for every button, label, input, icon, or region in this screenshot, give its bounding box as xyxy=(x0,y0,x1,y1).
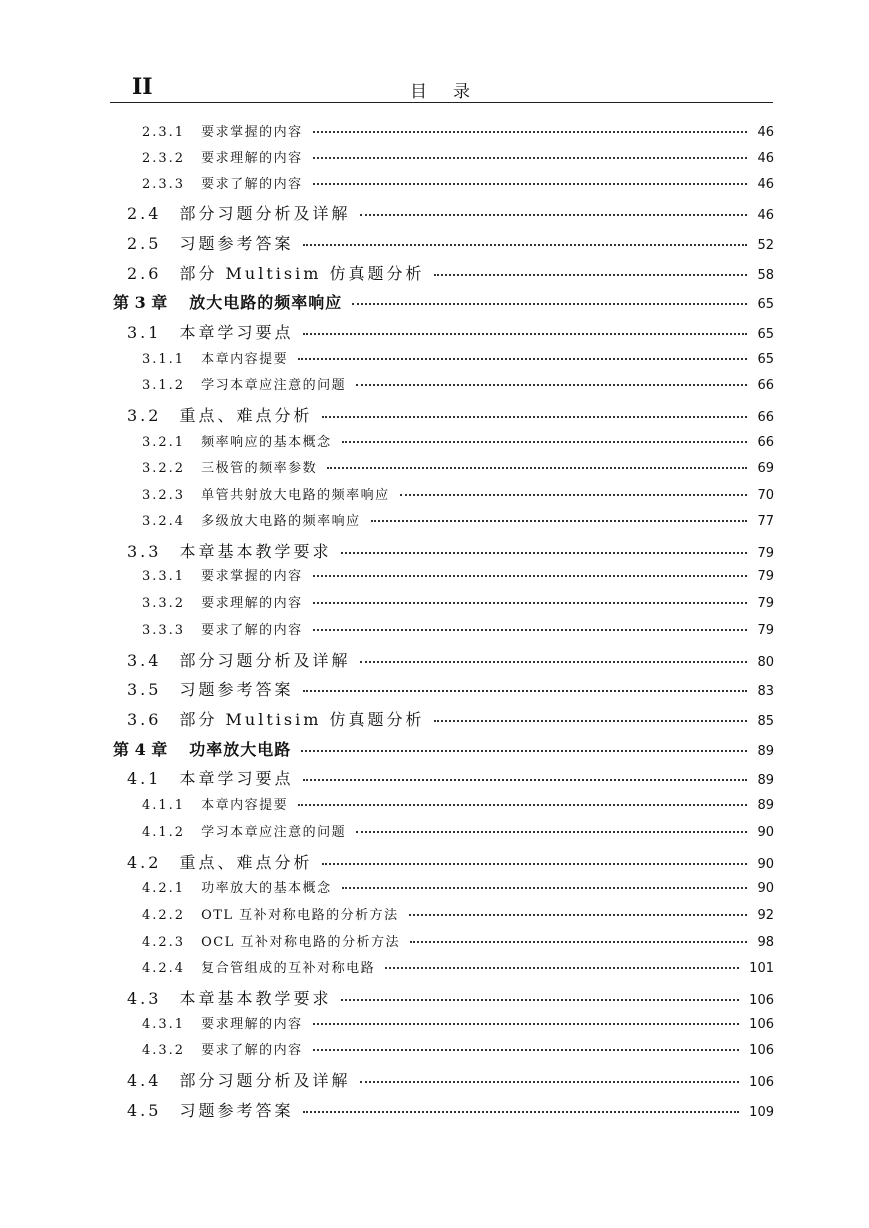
toc-entry-title: 本章学习要点 xyxy=(179,323,294,342)
toc-entry-page: 79 xyxy=(757,623,774,638)
toc-entry[interactable] xyxy=(142,353,774,366)
toc-entry[interactable] xyxy=(127,236,774,252)
dot-leader xyxy=(322,863,747,865)
toc-entry[interactable] xyxy=(142,152,774,165)
toc-entry-number: 4.1 xyxy=(127,769,162,788)
dot-leader xyxy=(301,750,747,752)
toc-entry-page: 70 xyxy=(757,488,774,503)
toc-entry[interactable] xyxy=(142,379,774,392)
page-number: II xyxy=(132,74,153,100)
toc-entry-page: 90 xyxy=(757,825,774,840)
dot-leader xyxy=(342,887,748,889)
toc-entry-title: 功率放大的基本概念 xyxy=(201,881,332,896)
toc-entry-page: 66 xyxy=(757,435,774,450)
toc-entry[interactable] xyxy=(127,682,774,698)
toc-entry-page: 80 xyxy=(757,655,774,670)
toc-entry-title: 本章学习要点 xyxy=(179,769,294,788)
toc-entry-number: 3.2.3 xyxy=(142,488,186,503)
toc-entry-title: 三极管的频率参数 xyxy=(201,461,318,476)
toc-entry-title: 重点、难点分析 xyxy=(179,406,313,425)
dot-leader xyxy=(360,661,747,663)
toc-entry-number: 4.4 xyxy=(127,1071,162,1090)
toc-entry-number: 3.4 xyxy=(127,651,162,670)
toc-entry-title: 多级放大电路的频率响应 xyxy=(201,514,361,529)
dot-leader xyxy=(313,157,748,159)
toc-entry-number: 3.6 xyxy=(127,710,162,729)
toc-entry-title: 频率响应的基本概念 xyxy=(201,435,332,450)
toc-entry[interactable] xyxy=(127,712,774,728)
toc-entry-page: 46 xyxy=(757,177,774,192)
toc-entry-title: OTL 互补对称电路的分析方法 xyxy=(201,908,399,923)
toc-entry-page: 90 xyxy=(757,881,774,896)
toc-entry[interactable] xyxy=(142,178,774,191)
dot-leader xyxy=(313,602,748,604)
dot-leader xyxy=(342,441,748,443)
toc-entry-number: 3.2.1 xyxy=(142,435,186,450)
toc-entry-number: 2.4 xyxy=(127,204,162,223)
dot-leader xyxy=(313,183,748,185)
toc-entry-title: 部分习题分析及详解 xyxy=(179,1071,351,1090)
toc-entry-page: 98 xyxy=(757,935,774,950)
toc-entry-number: 4.3 xyxy=(127,989,162,1008)
toc-entry-number: 3.3.2 xyxy=(142,596,186,611)
toc-entry-title: 部分习题分析及详解 xyxy=(179,651,351,670)
toc-entry-title: 本章基本教学要求 xyxy=(179,989,332,1008)
toc-entry-number: 4.2.2 xyxy=(142,908,186,923)
toc-entry-number: 4.2 xyxy=(127,853,162,872)
toc-entry-page: 90 xyxy=(757,857,774,872)
toc-entry-number: 3.2 xyxy=(127,406,162,425)
toc-entry-page: 79 xyxy=(757,596,774,611)
toc-entry-number: 3.3.1 xyxy=(142,569,186,584)
dot-leader xyxy=(303,244,747,246)
toc-entry[interactable] xyxy=(142,882,774,895)
toc-entry-page: 79 xyxy=(757,546,774,561)
dot-leader xyxy=(356,831,747,833)
toc-entry-number: 2.6 xyxy=(127,264,162,283)
toc-entry[interactable] xyxy=(142,1018,774,1031)
dot-leader xyxy=(303,779,747,781)
dot-leader xyxy=(371,520,748,522)
dot-leader xyxy=(313,629,748,631)
toc-entry-page: 65 xyxy=(757,327,774,342)
toc-entry-title: 复合管组成的互补对称电路 xyxy=(201,961,376,976)
toc-entry-title: 要求理解的内容 xyxy=(201,596,303,611)
toc-entry-page: 109 xyxy=(749,1105,774,1120)
toc-entry-page: 46 xyxy=(757,208,774,223)
dot-leader xyxy=(352,303,747,305)
toc-entry[interactable] xyxy=(142,462,774,475)
dot-leader xyxy=(356,384,747,386)
toc-entry[interactable] xyxy=(127,991,774,1007)
toc-entry-page: 79 xyxy=(757,569,774,584)
toc-entry-page: 46 xyxy=(757,151,774,166)
toc-entry-page: 101 xyxy=(749,961,774,976)
toc-entry-number: 第 3 章 xyxy=(113,293,168,312)
header-title: 目录 xyxy=(410,82,496,102)
toc-entry-page: 89 xyxy=(757,773,774,788)
dot-leader xyxy=(313,131,748,133)
toc-entry-page: 106 xyxy=(749,1075,774,1090)
toc-entry-number: 2.5 xyxy=(127,234,162,253)
toc-entry-page: 89 xyxy=(757,744,774,759)
toc-entry-title: 习题参考答案 xyxy=(179,234,294,253)
toc-entry-title: 功率放大电路 xyxy=(189,740,292,759)
toc-entry[interactable] xyxy=(142,1044,774,1057)
toc-entry-page: 69 xyxy=(757,461,774,476)
toc-entry[interactable] xyxy=(142,515,774,528)
dot-leader xyxy=(313,1023,740,1025)
toc-entry-title: 要求掌握的内容 xyxy=(201,569,303,584)
toc-entry[interactable] xyxy=(142,962,774,975)
toc-entry-number: 4.2.1 xyxy=(142,881,186,896)
toc-entry[interactable] xyxy=(127,771,774,787)
toc-entry-title: 部分 Multisim 仿真题分析 xyxy=(179,710,425,729)
toc-entry-number: 3.2.2 xyxy=(142,461,186,476)
toc-entry-title: 放大电路的频率响应 xyxy=(189,293,343,312)
toc-entry-page: 65 xyxy=(757,297,774,312)
dot-leader xyxy=(360,1081,739,1083)
toc-entry[interactable] xyxy=(142,909,774,922)
toc-entry[interactable] xyxy=(142,489,774,502)
toc-entry-title: 要求了解的内容 xyxy=(201,623,303,638)
toc-entry-number: 3.1.1 xyxy=(142,352,186,367)
dot-leader xyxy=(298,804,747,806)
toc-entry[interactable] xyxy=(127,206,774,222)
toc-entry-page: 89 xyxy=(757,798,774,813)
toc-entry-number: 第 4 章 xyxy=(113,740,168,759)
toc-entry[interactable] xyxy=(127,325,774,341)
dot-leader xyxy=(313,1049,740,1051)
dot-leader xyxy=(303,690,747,692)
toc-entry[interactable] xyxy=(127,653,774,669)
toc-entry-page: 66 xyxy=(757,378,774,393)
toc-entry-page: 46 xyxy=(757,125,774,140)
toc-entry-title: 要求了解的内容 xyxy=(201,177,303,192)
dot-leader xyxy=(313,575,748,577)
toc-entry[interactable] xyxy=(127,266,774,282)
toc-entry[interactable] xyxy=(142,597,774,610)
toc-entry-page: 92 xyxy=(757,908,774,923)
dot-leader xyxy=(341,999,739,1001)
toc-entry-page: 83 xyxy=(757,684,774,699)
dot-leader xyxy=(410,941,748,943)
toc-entry-title: 要求理解的内容 xyxy=(201,151,303,166)
toc-entry-title: 部分 Multisim 仿真题分析 xyxy=(179,264,425,283)
dot-leader xyxy=(360,214,747,216)
toc-entry-title: OCL 互补对称电路的分析方法 xyxy=(201,935,400,950)
toc-entry-number: 4.2.4 xyxy=(142,961,186,976)
toc-entry-page: 77 xyxy=(757,514,774,529)
toc-entry-number: 3.2.4 xyxy=(142,514,186,529)
toc-entry-page: 106 xyxy=(749,1043,774,1058)
toc-entry[interactable] xyxy=(142,826,774,839)
toc-entry[interactable] xyxy=(127,408,774,424)
toc-entry[interactable] xyxy=(142,570,774,583)
toc-entry-number: 4.3.1 xyxy=(142,1017,186,1032)
dot-leader xyxy=(409,914,748,916)
toc-entry-title: 习题参考答案 xyxy=(179,1101,294,1120)
toc-entry-number: 3.1.2 xyxy=(142,378,186,393)
toc-entry-title: 学习本章应注意的问题 xyxy=(201,825,347,840)
toc-entry-page: 58 xyxy=(757,268,774,283)
toc-entry-title: 本章基本教学要求 xyxy=(179,542,332,561)
toc-entry[interactable] xyxy=(142,624,774,637)
toc-entry[interactable] xyxy=(127,1103,774,1119)
toc-entry-number: 3.3 xyxy=(127,542,162,561)
toc-entry-title: 本章内容提要 xyxy=(201,352,289,367)
toc-entry-number: 4.1.2 xyxy=(142,825,186,840)
toc-entry-title: 部分习题分析及详解 xyxy=(179,204,351,223)
dot-leader xyxy=(327,467,747,469)
dot-leader xyxy=(400,494,748,496)
toc-entry[interactable] xyxy=(142,936,774,949)
toc-entry[interactable] xyxy=(127,855,774,871)
toc-entry[interactable] xyxy=(142,436,774,449)
toc-entry[interactable] xyxy=(127,544,774,560)
toc-entry-number: 4.1.1 xyxy=(142,798,186,813)
toc-entry-title: 习题参考答案 xyxy=(179,680,294,699)
dot-leader xyxy=(434,274,747,276)
dot-leader xyxy=(434,720,747,722)
toc-entry[interactable] xyxy=(142,126,774,139)
dot-leader xyxy=(303,333,747,335)
toc-entry[interactable] xyxy=(113,742,774,758)
toc-entry-page: 85 xyxy=(757,714,774,729)
toc-entry[interactable] xyxy=(127,1073,774,1089)
toc-entry-number: 4.5 xyxy=(127,1101,162,1120)
toc-entry-number: 2.3.3 xyxy=(142,177,186,192)
toc-entry-title: 要求理解的内容 xyxy=(201,1017,303,1032)
toc-entry[interactable] xyxy=(142,799,774,812)
toc-entry-number: 2.3.2 xyxy=(142,151,186,166)
toc-entry-title: 单管共射放大电路的频率响应 xyxy=(201,488,390,503)
toc-entry-title: 重点、难点分析 xyxy=(179,853,313,872)
dot-leader xyxy=(322,416,747,418)
toc-entry-number: 2.3.1 xyxy=(142,125,186,140)
toc-entry-number: 3.5 xyxy=(127,680,162,699)
toc-entry-page: 106 xyxy=(749,993,774,1008)
dot-leader xyxy=(341,552,747,554)
toc-entry-title: 要求掌握的内容 xyxy=(201,125,303,140)
toc-entry-title: 要求了解的内容 xyxy=(201,1043,303,1058)
toc-entry-number: 3.3.3 xyxy=(142,623,186,638)
toc-entry[interactable] xyxy=(113,295,774,311)
toc-entry-number: 4.3.2 xyxy=(142,1043,186,1058)
toc-entry-title: 学习本章应注意的问题 xyxy=(201,378,347,393)
toc-entry-page: 66 xyxy=(757,410,774,425)
toc-entry-title: 本章内容提要 xyxy=(201,798,289,813)
toc-entry-number: 4.2.3 xyxy=(142,935,186,950)
dot-leader xyxy=(298,358,747,360)
dot-leader xyxy=(303,1111,739,1113)
toc-entry-page: 52 xyxy=(757,238,774,253)
toc-entry-number: 3.1 xyxy=(127,323,162,342)
toc-entry-page: 65 xyxy=(757,352,774,367)
dot-leader xyxy=(385,967,739,969)
toc-entry-page: 106 xyxy=(749,1017,774,1032)
